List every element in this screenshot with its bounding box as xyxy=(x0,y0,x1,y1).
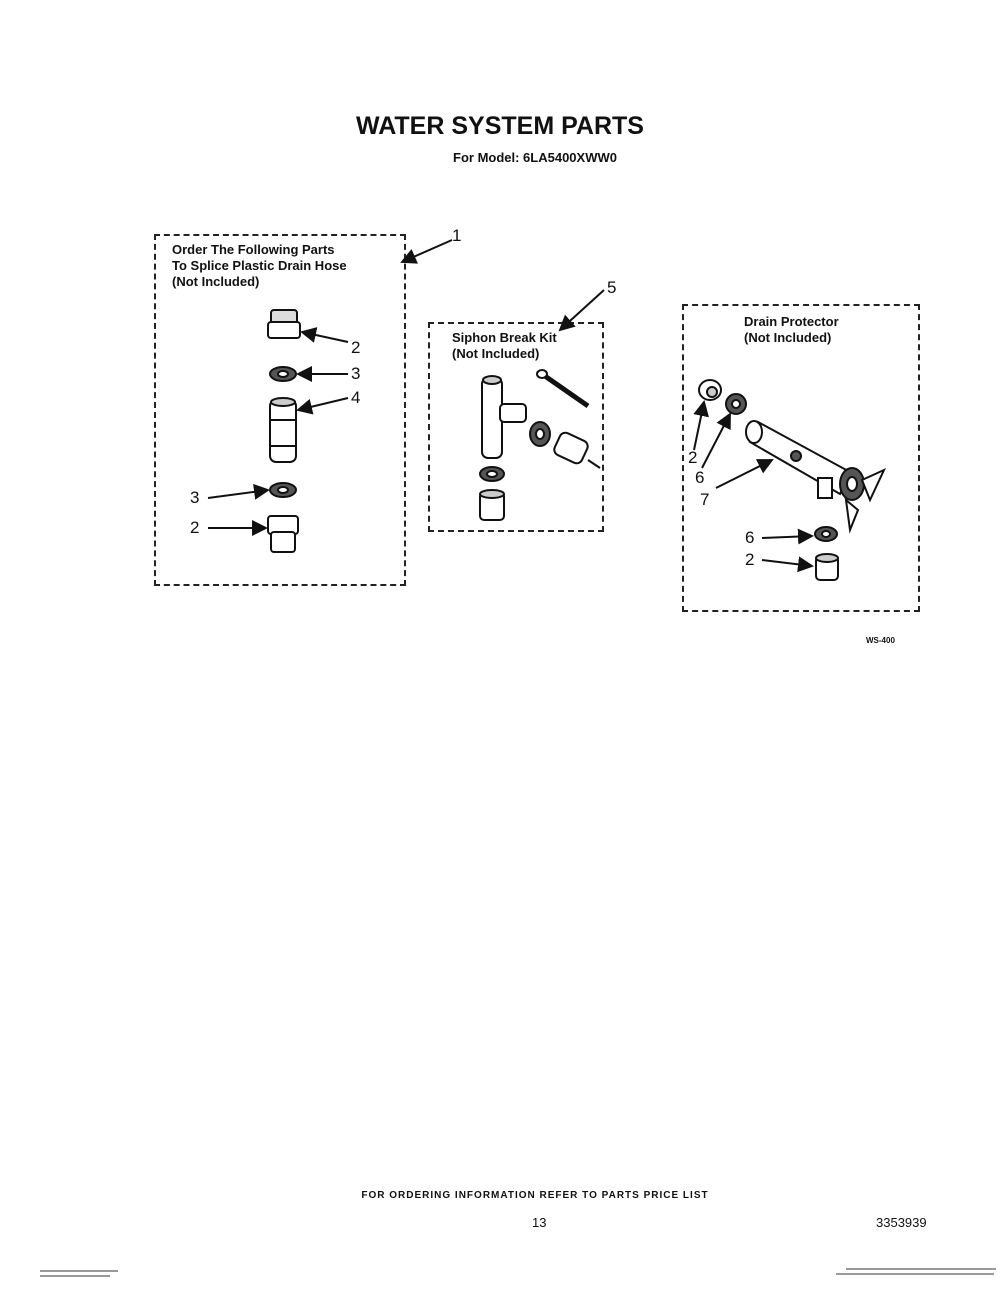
clamp-top-icon xyxy=(270,367,296,381)
drain-protector-body-icon xyxy=(746,421,884,530)
siphon-adapter-bottom-icon xyxy=(480,490,504,520)
drain-label-line-1: Drain Protector xyxy=(744,314,839,329)
callout-2-drain-top: 2 xyxy=(688,448,698,467)
page-title: WATER SYSTEM PARTS xyxy=(356,112,644,140)
hose-adapter-top-icon xyxy=(268,310,300,338)
coupling-icon xyxy=(270,398,296,462)
callout-7: 7 xyxy=(700,490,710,509)
drain-label-line-2: (Not Included) xyxy=(744,330,832,345)
ordering-note: FOR ORDERING INFORMATION REFER TO PARTS PRICE LIST xyxy=(361,1190,709,1201)
splice-label-line-1: Order The Following Parts xyxy=(172,242,335,257)
siphon-label-line-1: Siphon Break Kit xyxy=(452,330,557,345)
callout-6-drain-bottom: 6 xyxy=(745,528,755,547)
figure-code: WS-400 xyxy=(866,636,895,645)
callout-3-top: 3 xyxy=(351,364,361,383)
splice-label-line-3: (Not Included) xyxy=(172,274,260,289)
clamp-bottom-icon xyxy=(270,483,296,497)
document-number: 3353939 xyxy=(876,1215,927,1230)
callout-2-top: 2 xyxy=(351,338,361,357)
ref-number-5: 5 xyxy=(607,278,617,297)
page-number: 13 xyxy=(532,1215,547,1230)
callout-4: 4 xyxy=(351,388,361,407)
drain-clamp-left-icon xyxy=(726,394,746,414)
callout-3-bottom: 3 xyxy=(190,488,200,507)
siphon-adapter-right-icon xyxy=(552,431,589,465)
drain-adapter-left-icon xyxy=(699,380,721,400)
siphon-clamp-right-icon xyxy=(530,422,550,446)
splice-label-line-2: To Splice Plastic Drain Hose xyxy=(172,258,347,273)
siphon-pin-icon xyxy=(537,370,588,406)
callout-2-bottom: 2 xyxy=(190,518,200,537)
callout-6-drain-top: 6 xyxy=(695,468,705,487)
callout-2-drain-bottom: 2 xyxy=(745,550,755,569)
model-number: For Model: 6LA5400XWW0 xyxy=(453,150,617,165)
fine-print-right xyxy=(836,1268,996,1275)
drain-adapter-bottom-icon xyxy=(816,554,838,580)
siphon-tee-icon xyxy=(482,376,526,458)
drain-clamp-bottom-icon xyxy=(815,527,837,541)
siphon-clamp-bottom-icon xyxy=(480,467,504,481)
hose-adapter-bottom-icon xyxy=(268,516,298,552)
fine-print-left xyxy=(40,1270,120,1277)
siphon-label-line-2: (Not Included) xyxy=(452,346,540,361)
ref-number-1: 1 xyxy=(452,226,462,245)
